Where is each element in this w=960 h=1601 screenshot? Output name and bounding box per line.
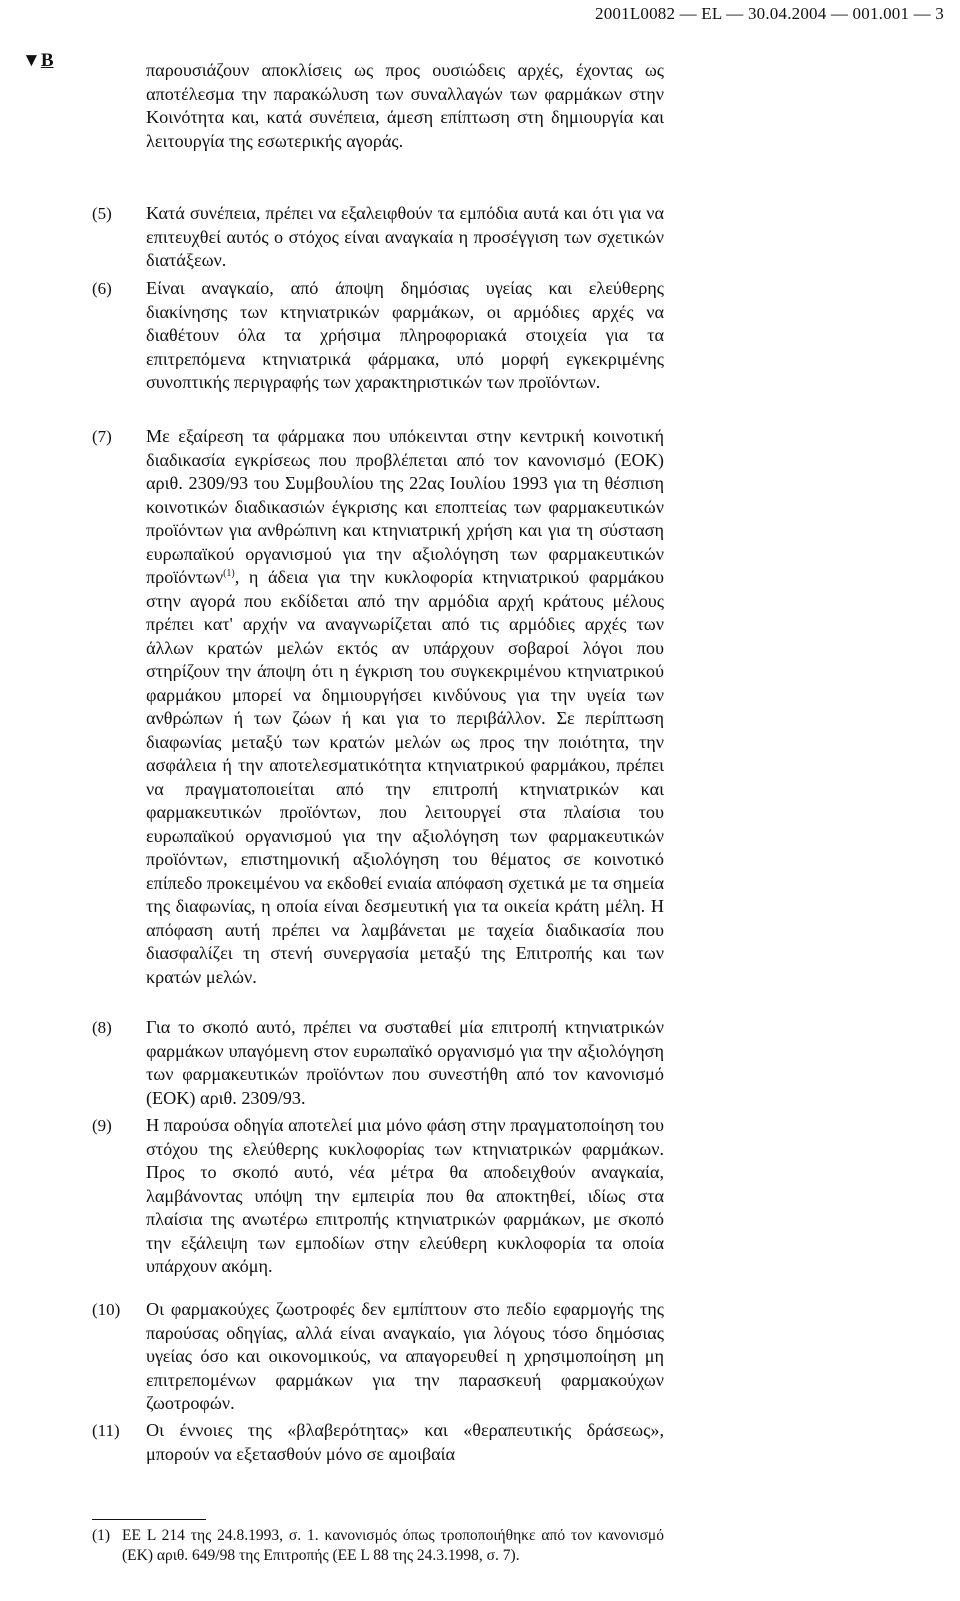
triangle-down-icon: ▼ bbox=[22, 50, 41, 71]
recital-text: Οι φαρμακούχες ζωοτροφές δεν εμπίπτουν στο πεδίο εφαρμογής της παρούσας οδηγίας, αλλά είναι αναγκαίο, για λόγους τόσο δημόσιας υγείας όσο και οικονομικούς, να απαγορευθεί η χρησιμοποίηση μη επιτρεπομένων φαρμάκων για την παρασκευή φαρμακούχων ζωοτροφών. bbox=[146, 1299, 664, 1413]
footnote-mark: (1) bbox=[92, 1527, 111, 1544]
footnote-divider bbox=[92, 1519, 206, 1520]
recital-text: Για το σκοπό αυτό, πρέπει να συσταθεί μία επιτροπή κτηνιατρικών φαρμάκων υπαγόμενη στον ευρωπαϊκό οργανισμό για την αξιολόγηση των φαρμακευτικών προϊόντων που συνεστήθη από τον κανονισμό (ΕΟΚ) αριθ. 2309/93. bbox=[146, 1017, 664, 1108]
running-header: 2001L0082 — EL — 30.04.2004 — 001.001 — 3 bbox=[595, 4, 944, 23]
recital-text: Οι έννοιες της «βλαβερότητας» και «θεραπευτικής δράσεως», μπορούν να εξετασθούν μόνο σε αμοιβαία bbox=[146, 1420, 664, 1464]
intro-paragraph: παρουσιάζουν αποκλίσεις ως προς ουσιώδεις αρχές, έχοντας ως αποτέλεσμα την παρακώλυση των συναλλαγών των φαρμάκων στην Κοινότητα και, κατά συνέπεια, άμεση επίπτωση στη δημιουργία και λειτουργία της εσωτερικής αγοράς. bbox=[146, 60, 664, 151]
recital-number: (5) bbox=[92, 204, 112, 223]
recital-text: Η παρούσα οδηγία αποτελεί μια μόνο φάση στην πραγματοποίηση του στόχου της ελεύθερης κυκλοφορίας των κτηνιατρικών φαρμάκων. Προς το σκοπό αυτό, νέα μέτρα θα αποδειχθούν αναγκαία, λαμβάνοντας υπόψη την εμπειρία που θα αποκτηθεί, ιδίως στα πλαίσια της ανωτέρω επιτροπής κτηνιατρικών φαρμάκων, με σκοπό την εξάλειψη των εμποδίων στην ελεύθερη κυκλοφορία τα οποία υπάρχουν ακόμη. bbox=[146, 1115, 664, 1276]
recital-number: (7) bbox=[92, 427, 112, 446]
recital-number: (9) bbox=[92, 1116, 112, 1135]
marker-letter: B bbox=[40, 50, 54, 71]
recital-text: Κατά συνέπεια, πρέπει να εξαλειφθούν τα εμπόδια αυτά και ότι για να επιτευχθεί αυτός ο στόχος είναι αναγκαία η προσέγγιση των σχετικών διατάξεων. bbox=[146, 203, 664, 270]
recital-number: (11) bbox=[92, 1421, 120, 1440]
footnote-reference[interactable]: (1) bbox=[223, 567, 235, 579]
footnote-text: ΕΕ L 214 της 24.8.1993, σ. 1. κανονισμός όπως τροποποιήθηκε από τον κανονισμό (ΕΚ) αριθ. 649/98 της Επιτροπής (ΕΕ L 88 της 24.3.1998, σ. 7). bbox=[122, 1527, 664, 1564]
recital-text: Είναι αναγκαίο, από άποψη δημόσιας υγείας και ελεύθερης διακίνησης των κτηνιατρικών φαρμάκων, οι αρμόδιες αρχές να διαθέτουν όλα τα χρήσιμα πληροφοριακά στοιχεία για τα επιτρεπόμενα κτηνιατρικά φάρμακα, υπό μορφή εγκεκριμένης συνοπτικής περιγραφής των χαρακτηριστικών των προϊόντων. bbox=[146, 278, 664, 392]
amendment-marker bbox=[22, 50, 54, 72]
recital-text bbox=[146, 425, 664, 989]
recital-text-part: Με εξαίρεση τα φάρμακα που υπόκεινται στην κεντρική κοινοτική διαδικασία εγκρίσεως που προβλέπεται από τον κανονισμό (ΕΟΚ) αριθ. 2309/93 του Συμβουλίου της 22ας Ιουλίου 1993 για τη θέσπιση κοινοτικών διαδικασιών έγκρισης και εποπτείας των φαρμακευτικών προϊόντων για ανθρώπινη και κτηνιατρική χρήση και για τη σύσταση ευρωπαϊκού οργανισμού για την αξιολόγηση των φαρμακευτικών προϊόντων bbox=[146, 426, 664, 587]
recital-number: (10) bbox=[92, 1300, 121, 1319]
recital-number: (8) bbox=[92, 1018, 112, 1037]
recital-text-part: , η άδεια για την κυκλοφορία κτηνιατρικού φαρμάκου στην αγορά που εκδίδεται από την αρμόδια αρχή κράτους μέλους πρέπει κατ' αρχήν να αναγνωρίζεται από τις αρμόδιες αρχές των άλλων κρατών μελών εκτός αν υπάρχουν σοβαροί λόγοι που στηρίζουν την άποψη ότι η έγκριση του συγκεκριμένου κτηνιατρικού φαρμάκου μπορεί να δημιουργήσει κινδύνους για την υγεία των ανθρώπων ή των ζώων ή και για το περιβάλλον. Σε περίπτωση διαφωνίας μεταξύ των κρατών μελών ως προς την ποιότητα, την ασφάλεια ή την αποτελεσματικότητα κτηνιατρικού φαρμάκου, πρέπει να πραγματοποιείται από την επιτροπή κτηνιατρικών και φαρμακευτικών προϊόντων, που λειτουργεί στα πλαίσια του ευρωπαϊκού οργανισμού για την αξιολόγηση των φαρμακευτικών προϊόντων, επιστημονική αξιολόγηση του θέματος σε κοινοτικό επίπεδο προκειμένου να εκδοθεί ενιαία απόφαση σχετικά με τα σημεία της διαφωνίας, η οποία είναι δεσμευτική για τα οικεία κράτη μέλη. Η απόφαση αυτή πρέπει να λαμβάνεται με ταχεία διαδικασία που διασφαλίζει τη στενή συνεργασία μεταξύ της Επιτροπής και των κρατών μελών. bbox=[146, 567, 664, 987]
recital-number: (6) bbox=[92, 279, 112, 298]
